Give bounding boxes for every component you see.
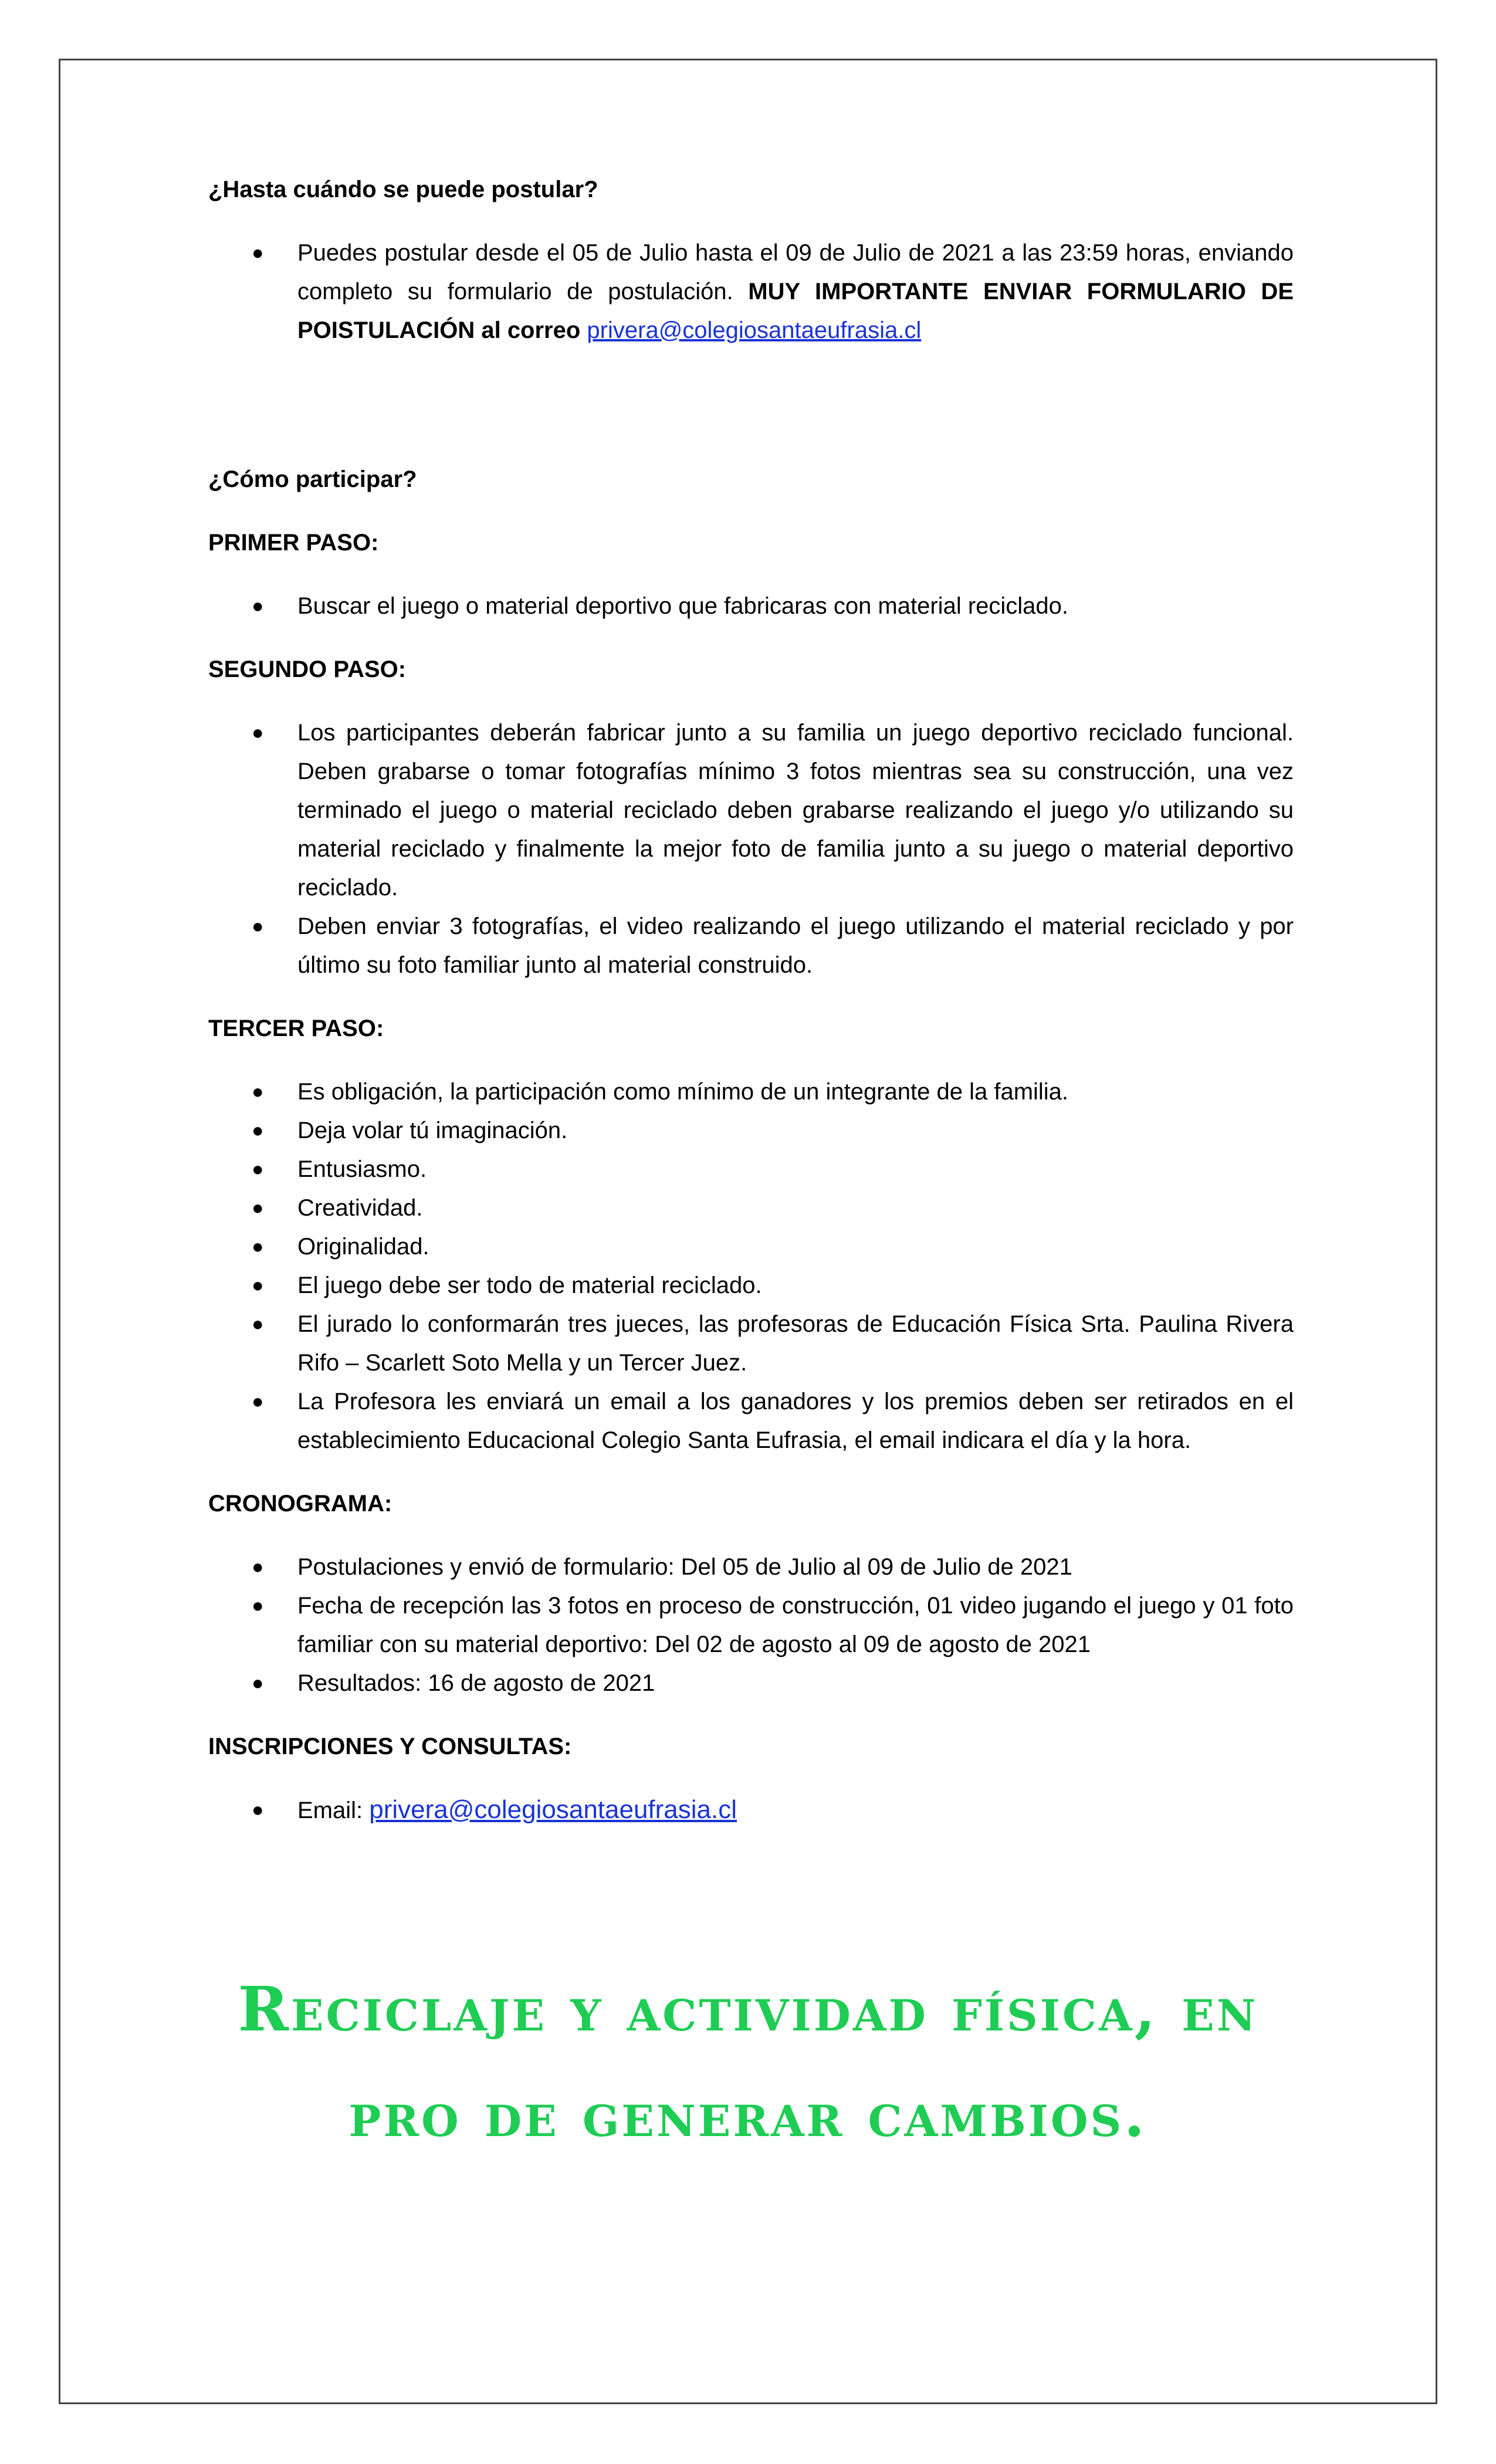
heading-step-1: PRIMER PASO: — [208, 530, 379, 556]
bullet-icon: ● — [252, 1158, 264, 1180]
list-item: ● Postulaciones y envió de formulario: Del 05 de Julio al 09 de Julio de 2021 — [208, 1548, 1294, 1586]
list-item: ● El juego debe ser todo de material reciclado. — [208, 1266, 1294, 1305]
bullet-icon: ● — [252, 242, 264, 264]
heading-step-2: SEGUNDO PASO: — [208, 656, 407, 682]
list-item: ● Fecha de recepción las 3 fotos en proceso de construcción, 01 video jugando el juego y 01 foto familiar con su material deportivo: Del 02 de agosto al 09 de agosto de 2021 — [208, 1586, 1294, 1664]
schedule-list — [208, 1548, 1294, 1703]
bullet-icon: ● — [252, 1390, 264, 1413]
list-item: ● Los participantes deberán fabricar junto a su familia un juego deportivo reciclado funcional. Deben grabarse o tomar fotografías mínimo 3 fotos mientras sea su construcción, una vez terminado el juego o material reciclado deben grabarse realizando el juego y/o utilizando su material reciclado y finalmente la mejor foto de familia junto a su juego o material deportivo reciclado. — [208, 713, 1294, 907]
slogan-line-1: Reciclaje y actividad física, en — [238, 1973, 1258, 2045]
step-3-list — [208, 1072, 1294, 1460]
list-item: ● Originalidad. — [208, 1227, 1294, 1266]
heading-participate: ¿Cómo participar? — [208, 466, 417, 492]
step-1-list — [208, 587, 1294, 625]
email-link[interactable]: privera@colegiosantaeufrasia.cl — [587, 317, 922, 343]
spacer — [208, 374, 1294, 460]
list-item — [208, 1791, 1294, 1830]
bullet-icon: ● — [252, 595, 264, 617]
list-item: ● Buscar el juego o material deportivo que fabricaras con material reciclado. — [208, 587, 1294, 625]
list-item: ● Creatividad. — [208, 1189, 1294, 1227]
list-item: ● Deben enviar 3 fotografías, el video realizando el juego utilizando el material reciclado y por último su foto familiar junto al material construido. — [208, 907, 1294, 984]
heading-schedule: CRONOGRAMA: — [208, 1491, 392, 1517]
heading-step-3: TERCER PASO: — [208, 1016, 384, 1041]
slogan-banner — [88, 1957, 1408, 2168]
deadline-important: MUY IMPORTANTE ENVIAR FORMULARIO DE POISTULACIÓN al correo — [297, 279, 1294, 343]
bullet-icon: ● — [252, 1081, 264, 1103]
email-label: Email: — [297, 1798, 370, 1823]
bullet-icon: ● — [252, 1236, 264, 1258]
list-item — [208, 233, 1294, 350]
bullet-icon: ● — [252, 1672, 264, 1694]
list-item: ● Resultados: 16 de agosto de 2021 — [208, 1664, 1294, 1703]
bullet-icon: ● — [252, 1313, 264, 1335]
list-item: ● La Profesora les enviará un email a los ganadores y los premios deben ser retirados en el establecimiento Educacional Colegio Santa Eufrasia, el email indicara el día y la hora. — [208, 1382, 1294, 1460]
bullet-icon: ● — [252, 1799, 264, 1821]
bullet-icon: ● — [252, 1119, 264, 1142]
document-body — [208, 170, 1294, 1854]
list-item: ● Entusiasmo. — [208, 1150, 1294, 1189]
slogan-line-2: pro de generar cambios. — [348, 2079, 1148, 2151]
bullet-icon: ● — [252, 1595, 264, 1617]
heading-contact: INSCRIPCIONES Y CONSULTAS: — [208, 1734, 572, 1759]
bullet-icon: ● — [252, 1274, 264, 1297]
bullet-icon: ● — [252, 722, 264, 744]
deadline-text: Puedes postular desde el 05 de Julio hasta el 09 de Julio de 2021 a las 23:59 horas, enviando completo su formulario de postulación. — [297, 240, 1294, 304]
deadline-list — [208, 233, 1294, 350]
bullet-icon: ● — [252, 1556, 264, 1578]
list-item: ● Es obligación, la participación como mínimo de un integrante de la familia. — [208, 1072, 1294, 1111]
list-item: ● Deja volar tú imaginación. — [208, 1111, 1294, 1150]
list-item: ● El jurado lo conformarán tres jueces, las profesoras de Educación Física Srta. Paulina Rivera Rifo – Scarlett Soto Mella y un Tercer Juez. — [208, 1305, 1294, 1382]
contact-email-link[interactable]: privera@colegiosantaeufrasia.cl — [369, 1795, 737, 1824]
contact-list — [208, 1791, 1294, 1830]
bullet-icon: ● — [252, 1197, 264, 1219]
heading-deadline: ¿Hasta cuándo se puede postular? — [208, 177, 598, 202]
step-2-list — [208, 713, 1294, 984]
bullet-icon: ● — [252, 915, 264, 937]
